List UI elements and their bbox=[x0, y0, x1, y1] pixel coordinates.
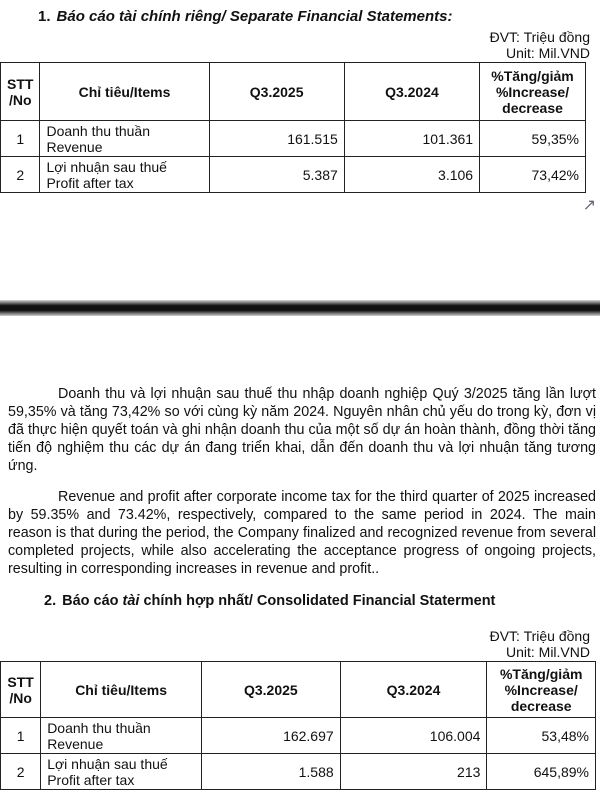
table-row bbox=[1, 157, 586, 193]
row-item: Doanh thu thuần Revenue bbox=[41, 718, 202, 754]
section-1-heading bbox=[38, 8, 452, 25]
header-pct: %Tăng/giảm %Increase/ decrease bbox=[487, 662, 596, 718]
paragraph-vn: Doanh thu và lợi nhuận sau thuế thu nhập doanh nghiệp Quý 3/2025 tăng lần lượt 59,35% và tăng 73,42% so với cùng kỳ năm 2024. Nguyên nhân chủ yếu do trong kỳ, đơn vị đã thực hiện quyết toán và ghi nhận doanh thu của một số dự án hoàn thành, đồng thời tăng tiến độ nghiệm thu các dự án đang triển khai, dẫn đến doanh thu và lợi nhuận tăng tương ứng. bbox=[8, 386, 596, 474]
section-1-unit bbox=[490, 29, 590, 61]
section-2-title-part: Báo cáo bbox=[62, 593, 123, 609]
row-pct: 59,35% bbox=[480, 121, 586, 157]
unit-en: Unit: Mil.VND bbox=[505, 644, 590, 660]
row-q2024: 106.004 bbox=[340, 718, 487, 754]
row-pct: 73,42% bbox=[480, 157, 586, 193]
row-q2025: 162.697 bbox=[201, 718, 340, 754]
header-stt: STT /No bbox=[1, 662, 41, 718]
section-1-title: Báo cáo tài chính riêng/ Separate Financial Statements: bbox=[56, 8, 453, 25]
row-pct: 645,89% bbox=[487, 754, 596, 790]
row-no: 1 bbox=[1, 121, 40, 157]
row-q2024: 101.361 bbox=[344, 121, 479, 157]
section-2-unit bbox=[490, 628, 590, 660]
table-header-row bbox=[1, 63, 586, 121]
row-item: Doanh thu thuần Revenue bbox=[40, 121, 209, 157]
row-pct: 53,48% bbox=[487, 718, 596, 754]
section-2-heading bbox=[44, 593, 495, 609]
header-items: Chỉ tiêu/Items bbox=[40, 63, 209, 121]
row-no: 2 bbox=[1, 157, 40, 193]
header-items: Chỉ tiêu/Items bbox=[41, 662, 202, 718]
header-q2024: Q3.2024 bbox=[340, 662, 487, 718]
row-q2025: 161.515 bbox=[209, 121, 344, 157]
row-q2025: 1.588 bbox=[201, 754, 340, 790]
table-row bbox=[1, 718, 596, 754]
pen-mark-icon: ↗ bbox=[582, 197, 596, 214]
header-q2025: Q3.2025 bbox=[209, 63, 344, 121]
paragraph-en: Revenue and profit after corporate income tax for the third quarter of 2025 increased by 59.35% and 73.42%, respectively, compared to the same period in 2024. The main reason is that during the period, the Company finalized and recognized revenue from several completed projects, while also accelerating the acceptance progress of ongoing projects, resulting in corresponding increases in revenue and profit.. bbox=[8, 489, 596, 577]
unit-en: Unit: Mil.VND bbox=[505, 45, 590, 61]
separate-financial-table bbox=[0, 62, 586, 193]
section-2-title-part: chính hợp nhất/ Consolidated Financial Staterment bbox=[139, 593, 496, 609]
table-header-row bbox=[1, 662, 596, 718]
row-q2024: 213 bbox=[340, 754, 487, 790]
unit-vn: ĐVT: Triệu đồng bbox=[489, 29, 590, 45]
page-break-band bbox=[0, 300, 600, 316]
row-item: Lợi nhuận sau thuế Profit after tax bbox=[40, 157, 209, 193]
table-row bbox=[1, 754, 596, 790]
section-2-number: 2. bbox=[44, 593, 57, 609]
header-stt: STT /No bbox=[1, 63, 40, 121]
section-1-number: 1. bbox=[38, 8, 51, 25]
row-q2024: 3.106 bbox=[344, 157, 479, 193]
header-q2025: Q3.2025 bbox=[201, 662, 340, 718]
row-item: Lợi nhuận sau thuế Profit after tax bbox=[41, 754, 202, 790]
header-pct: %Tăng/giảm %Increase/ decrease bbox=[480, 63, 586, 121]
row-no: 1 bbox=[1, 718, 41, 754]
consolidated-financial-table bbox=[0, 661, 596, 790]
table-row bbox=[1, 121, 586, 157]
row-q2025: 5.387 bbox=[209, 157, 344, 193]
header-q2024: Q3.2024 bbox=[344, 63, 479, 121]
unit-vn: ĐVT: Triệu đồng bbox=[489, 628, 590, 644]
row-no: 2 bbox=[1, 754, 41, 790]
section-2-title-italic: tài bbox=[122, 593, 140, 609]
